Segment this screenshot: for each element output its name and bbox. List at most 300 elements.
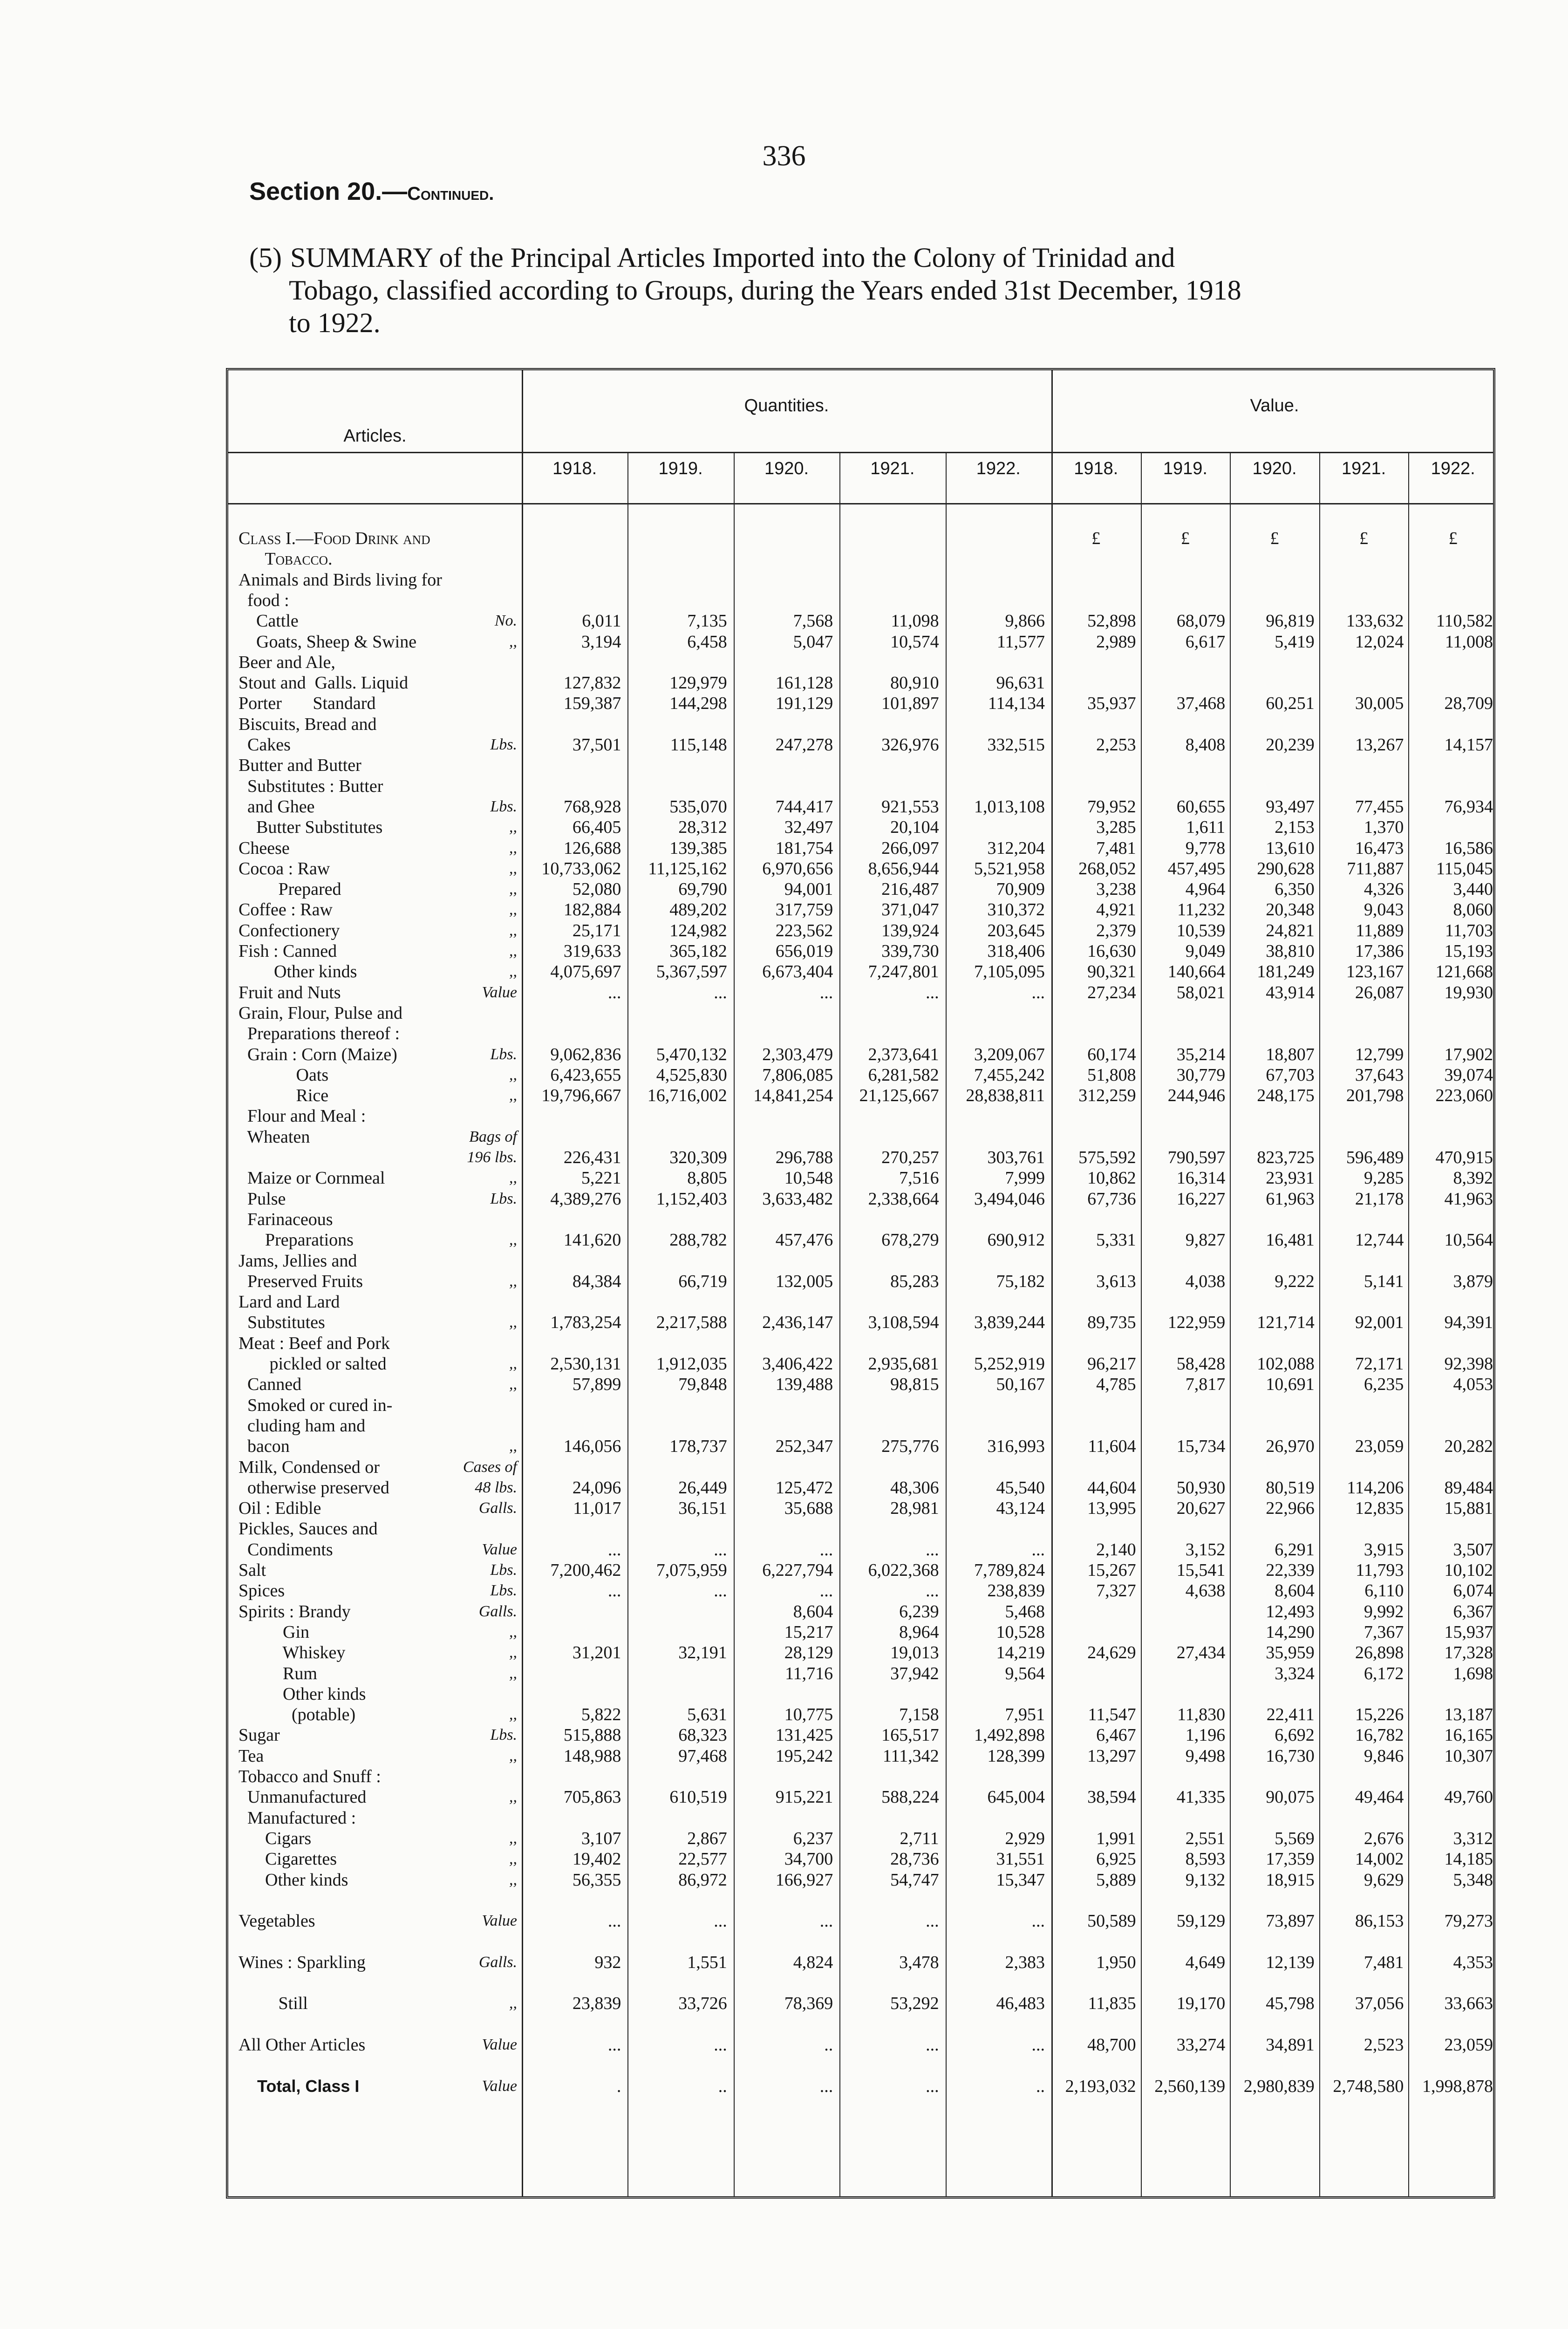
quantity-cell: 141,620 (563, 1230, 621, 1250)
unit-label: Lbs. (490, 797, 517, 815)
value-cell: 60,655 (1176, 797, 1226, 817)
quantity-cell: 3,839,244 (974, 1313, 1045, 1333)
value-cell: 13,267 (1355, 735, 1404, 755)
quantity-cell: 28,312 (678, 817, 727, 838)
articles-header: Articles. (343, 426, 407, 446)
quantity-cell: 165,517 (881, 1725, 939, 1745)
value-cell: 15,226 (1355, 1705, 1404, 1725)
value-cell: 2,193,032 (1065, 2076, 1136, 2096)
quantity-cell: 7,999 (1005, 1168, 1045, 1188)
article-label: Cattle (239, 611, 299, 631)
quantity-cell: 320,309 (669, 1148, 727, 1167)
quantity-cell: 3,494,046 (974, 1189, 1045, 1209)
value-cell: £ (1359, 529, 1369, 548)
quantity-cell: ... (607, 982, 621, 1002)
value-cell: 24,629 (1087, 1643, 1136, 1663)
value-cell: 3,613 (1096, 1271, 1136, 1291)
quantity-cell: 14,219 (996, 1643, 1045, 1663)
value-cell: 52,898 (1087, 611, 1136, 631)
quantity-cell: 4,824 (793, 1952, 833, 1972)
quantity-cell: 54,747 (890, 1870, 939, 1890)
quantity-cell: ... (1031, 982, 1045, 1002)
article-label: Tobacco. (239, 549, 333, 569)
article-label: Salt (239, 1560, 266, 1580)
article-label: Other kinds (239, 1684, 366, 1704)
year-header-val: 1919. (1163, 459, 1207, 478)
quantity-cell: 1,492,898 (974, 1725, 1045, 1745)
quantity-cell: 9,866 (1005, 611, 1045, 631)
value-cell: 35,959 (1266, 1643, 1315, 1663)
value-cell: 13,610 (1266, 838, 1315, 858)
value-cell: 22,966 (1266, 1498, 1315, 1519)
value-cell: 7,327 (1096, 1581, 1136, 1601)
quantity-cell: 50,167 (996, 1375, 1045, 1395)
quantity-cell: ... (607, 1911, 621, 1931)
quantity-cell: 10,733,062 (541, 858, 621, 878)
value-cell: 6,235 (1363, 1375, 1404, 1395)
value-cell: 86,153 (1355, 1911, 1404, 1931)
article-label: Cigars (239, 1828, 312, 1848)
value-cell: 11,604 (1088, 1437, 1136, 1457)
quantity-cell: 11,716 (785, 1663, 833, 1683)
article-label: Gin (239, 1622, 309, 1642)
unit-label: Galls. (478, 1602, 517, 1620)
quantity-cell: 226,431 (563, 1148, 621, 1167)
quantity-cell: 690,912 (987, 1230, 1045, 1250)
unit-label: ,, (509, 1829, 517, 1847)
value-cell: 26,087 (1355, 982, 1404, 1002)
article-label: otherwise preserved (239, 1478, 389, 1498)
value-cell: 4,649 (1185, 1952, 1226, 1972)
value-cell: 23,059 (1355, 1437, 1404, 1457)
quantity-cell: 2,217,588 (656, 1313, 727, 1333)
value-cell: 133,632 (1346, 611, 1404, 631)
quantity-cell: 19,796,667 (541, 1086, 621, 1106)
quantity-cell: 326,976 (881, 735, 939, 755)
value-cell: 290,628 (1257, 858, 1315, 878)
value-cell: 89,735 (1087, 1313, 1136, 1333)
value-cell: 18,807 (1266, 1044, 1315, 1064)
imports-table (226, 368, 1495, 2199)
article-label: (potable) (239, 1705, 356, 1725)
article-label: cluding ham and (239, 1416, 366, 1436)
quantity-cell: 129,979 (669, 673, 727, 693)
quantity-cell: 5,047 (793, 632, 833, 652)
value-cell: 3,152 (1185, 1539, 1226, 1559)
article-label: Rum (239, 1663, 317, 1683)
value-cell: 6,367 (1453, 1601, 1493, 1621)
value-cell: 6,617 (1185, 632, 1226, 652)
value-cell: 114,206 (1347, 1478, 1404, 1498)
value-cell: 3,507 (1453, 1539, 1493, 1559)
article-label: Lard and Lard (239, 1292, 340, 1312)
quantity-cell: 114,134 (988, 694, 1045, 714)
value-cell: £ (1270, 529, 1279, 548)
unit-label: Value (482, 983, 517, 1001)
quantity-cell: 6,281,582 (868, 1065, 939, 1085)
article-label: Farinaceous (239, 1209, 333, 1229)
quantity-cell: 6,673,404 (762, 962, 833, 982)
quantity-cell: 191,129 (775, 694, 833, 714)
article-label: Wines : Sparkling (239, 1952, 366, 1972)
quantity-cell: 128,399 (987, 1746, 1045, 1766)
article-label: Smoked or cured in- (239, 1395, 393, 1415)
value-cell: 30,779 (1176, 1065, 1226, 1085)
quantity-cell: 252,347 (775, 1437, 833, 1457)
quantity-cell: 85,283 (890, 1271, 939, 1291)
value-cell: 26,898 (1355, 1643, 1404, 1663)
quantity-cell: 131,425 (775, 1725, 833, 1745)
quantity-cell: 332,515 (987, 735, 1045, 755)
article-label: Prepared (239, 879, 341, 899)
quantity-cell: 247,278 (775, 735, 833, 755)
quantity-cell: 5,521,958 (974, 858, 1045, 878)
quantity-cell: 317,759 (775, 900, 833, 920)
value-cell: 2,253 (1096, 735, 1136, 755)
value-cell: 10,102 (1444, 1560, 1493, 1580)
value-cell: 2,551 (1185, 1828, 1226, 1848)
article-label: Beer and Ale, (239, 652, 335, 672)
quantity-cell: 80,910 (890, 673, 939, 693)
value-cell: 37,056 (1355, 1994, 1404, 2014)
value-cell: 37,468 (1176, 694, 1226, 714)
quantity-cell: 6,458 (687, 632, 727, 652)
value-cell: 6,467 (1096, 1725, 1136, 1745)
value-cell: 16,782 (1355, 1725, 1404, 1745)
quantity-cell: 15,217 (784, 1622, 833, 1642)
value-cell: 94,391 (1444, 1313, 1493, 1333)
quantity-cell: 365,182 (669, 941, 727, 961)
value-cell: 102,088 (1257, 1354, 1315, 1374)
value-cell: 90,075 (1266, 1787, 1315, 1807)
article-label: Tobacco and Snuff : (239, 1767, 381, 1786)
year-header-qty: 1922. (976, 459, 1021, 478)
quantity-cell: 6,237 (793, 1828, 833, 1848)
quantity-cell: 159,387 (563, 694, 621, 714)
value-cell: 73,897 (1266, 1911, 1315, 1931)
quantity-cell: 32,497 (784, 817, 833, 838)
quantity-cell: ... (819, 1539, 833, 1559)
quantity-cell: 1,152,403 (656, 1189, 727, 1209)
quantity-cell: 28,129 (784, 1643, 833, 1663)
value-cell: 11,232 (1177, 900, 1226, 920)
value-cell: 24,821 (1266, 920, 1315, 940)
value-cell: 5,569 (1275, 1828, 1315, 1848)
value-cell: 68,079 (1176, 611, 1226, 631)
quantity-cell: 139,488 (775, 1375, 833, 1395)
value-cell: 140,664 (1167, 962, 1226, 982)
quantity-cell: 148,988 (563, 1746, 621, 1766)
quantity-cell: 645,004 (987, 1787, 1045, 1807)
quantity-cell: ... (926, 2035, 939, 2055)
value-cell: 93,497 (1266, 797, 1315, 817)
value-cell: 3,915 (1363, 1539, 1404, 1559)
value-cell: 16,227 (1176, 1189, 1226, 1209)
value-cell: 2,523 (1363, 2035, 1404, 2055)
value-cell: 79,273 (1444, 1911, 1493, 1931)
unit-label: ,, (509, 1664, 517, 1682)
value-cell: 6,291 (1275, 1539, 1315, 1559)
value-cell: 9,049 (1185, 941, 1226, 961)
quantity-cell: ... (714, 1539, 727, 1559)
article-label: Condiments (239, 1539, 333, 1559)
quantity-cell: 1,912,035 (656, 1354, 727, 1374)
value-cell: 1,950 (1096, 1952, 1136, 1972)
unit-label: ,, (509, 1644, 517, 1662)
quantity-cell: 79,848 (678, 1375, 727, 1395)
value-cell: 9,629 (1363, 1870, 1404, 1890)
quantity-cell: 8,656,944 (868, 858, 939, 878)
quantity-cell: 181,754 (775, 838, 833, 858)
quantity-cell: 5,367,597 (656, 962, 727, 982)
article-label: Cigarettes (239, 1849, 337, 1869)
quantity-cell: 588,224 (881, 1787, 939, 1807)
year-header-val: 1918. (1074, 459, 1118, 478)
quantity-cell: 5,470,132 (656, 1044, 727, 1064)
value-cell: 5,889 (1096, 1870, 1136, 1890)
article-label: Porter Standard (239, 694, 376, 714)
quantity-cell: . (616, 2076, 621, 2096)
quantity-cell: 66,719 (678, 1271, 727, 1291)
value-cell: 10,307 (1444, 1746, 1493, 1766)
value-cell: 17,902 (1444, 1044, 1493, 1064)
value-cell: 268,052 (1078, 858, 1136, 878)
quantity-cell: 70,909 (996, 879, 1045, 899)
value-cell: 76,934 (1444, 797, 1493, 817)
value-cell: 67,736 (1087, 1189, 1136, 1209)
year-header-qty: 1919. (658, 459, 703, 478)
article-label: Confectionery (239, 920, 340, 940)
value-cell: 711,887 (1347, 858, 1404, 878)
quantity-cell: 166,927 (775, 1870, 833, 1890)
article-label: Butter Substitutes (239, 817, 383, 838)
quantity-cell: 6,970,656 (762, 858, 833, 878)
quantity-cell: ... (819, 1911, 833, 1931)
article-label: Total, Class I (239, 2076, 360, 2096)
quantity-cell: 161,128 (775, 673, 833, 693)
article-label: Oil : Edible (239, 1498, 321, 1519)
quantity-cell: 5,221 (581, 1168, 621, 1188)
value-cell: 77,455 (1355, 797, 1404, 817)
value-cell: 11,830 (1177, 1705, 1226, 1725)
quantity-cell: 3,108,594 (868, 1313, 939, 1333)
value-cell: 14,157 (1444, 735, 1493, 755)
value-cell: 58,428 (1176, 1354, 1226, 1374)
quantity-cell: ... (1031, 2035, 1045, 2055)
value-cell: 27,234 (1087, 982, 1136, 1002)
quantity-cell: 16,716,002 (647, 1086, 727, 1106)
value-cell: 122,959 (1167, 1313, 1226, 1333)
quantity-cell: ... (926, 1581, 939, 1601)
value-cell: 10,564 (1444, 1230, 1493, 1250)
unit-label: ,, (509, 1087, 517, 1104)
quantity-cell: 10,574 (890, 632, 939, 652)
value-cell: 58,021 (1176, 982, 1226, 1002)
value-cell: 48,700 (1087, 2035, 1136, 2055)
unit-label: Value (482, 1540, 517, 1558)
value-cell: 312,259 (1078, 1086, 1136, 1106)
value-cell: 6,172 (1363, 1663, 1404, 1683)
quantity-cell: 52,080 (572, 879, 621, 899)
article-label: Flour and Meal : (239, 1106, 366, 1126)
quantity-cell: 34,700 (784, 1849, 833, 1869)
value-cell: 201,798 (1346, 1086, 1404, 1106)
quantity-cell: 3,209,067 (974, 1044, 1045, 1064)
value-cell: 14,290 (1266, 1622, 1315, 1642)
unit-label: 48 lbs. (475, 1478, 517, 1496)
quantity-cell: 2,929 (1005, 1828, 1045, 1848)
value-cell: 2,379 (1096, 920, 1136, 940)
quantity-cell: 7,200,462 (550, 1560, 621, 1580)
value-cell: 9,827 (1185, 1230, 1226, 1250)
value-cell: 2,153 (1275, 817, 1315, 838)
year-header-qty: 1918. (552, 459, 597, 478)
quantity-cell: 316,993 (987, 1437, 1045, 1457)
value-cell: 12,799 (1355, 1044, 1404, 1064)
quantity-cell: 22,577 (678, 1849, 727, 1869)
value-cell: 115,045 (1436, 858, 1493, 878)
value-cell: 16,481 (1266, 1230, 1315, 1250)
article-label: Substitutes (239, 1313, 325, 1333)
quantity-cell: 8,805 (687, 1168, 727, 1188)
unit-label: Lbs. (490, 1561, 517, 1579)
value-cell: 12,493 (1266, 1601, 1315, 1621)
value-cell: 12,835 (1355, 1498, 1404, 1519)
value-cell: 5,331 (1096, 1230, 1136, 1250)
value-cell: 11,793 (1356, 1560, 1404, 1580)
quantity-cell: 124,982 (669, 920, 727, 940)
article-label: Wheaten (239, 1127, 310, 1147)
value-cell: 10,691 (1266, 1375, 1315, 1395)
value-cell: 2,989 (1096, 632, 1136, 652)
value-cell: 9,043 (1363, 900, 1404, 920)
article-label: Grain : Corn (Maize) (239, 1044, 397, 1064)
summary-line-2: Tobago, classified according to Groups, during the Years ended 31st December, 1918 (289, 275, 1241, 306)
quantity-cell: 2,383 (1005, 1952, 1045, 1972)
article-label: Unmanufactured (239, 1787, 367, 1807)
unit-label: ,, (509, 1706, 517, 1723)
quantity-cell: 339,730 (881, 941, 939, 961)
unit-label: ,, (509, 942, 517, 960)
unit-label: ,, (509, 901, 517, 919)
value-cell: 11,008 (1445, 632, 1493, 652)
value-cell: 8,593 (1185, 1849, 1226, 1869)
value-cell: 3,324 (1275, 1663, 1315, 1683)
quantity-cell: 115,148 (670, 735, 727, 755)
quantity-cell: 126,688 (563, 838, 621, 858)
quantity-cell: 932 (594, 1952, 621, 1972)
value-cell: 4,964 (1185, 879, 1226, 899)
value-cell: 38,594 (1087, 1787, 1136, 1807)
value-cell: 72,171 (1355, 1354, 1404, 1374)
value-cell: 1,196 (1185, 1725, 1226, 1745)
value-cell: 9,222 (1275, 1271, 1315, 1291)
value-cell: 11,547 (1088, 1705, 1136, 1725)
quantity-cell: ... (714, 982, 727, 1002)
unit-label: ,, (509, 1871, 517, 1888)
quantity-cell: 11,017 (573, 1498, 621, 1519)
value-cell: 51,808 (1087, 1065, 1136, 1085)
quantity-cell: 7,951 (1005, 1705, 1045, 1725)
quantity-cell: 266,097 (881, 838, 939, 858)
value-cell: 38,810 (1266, 941, 1315, 961)
quantity-cell: 3,194 (581, 632, 621, 652)
quantity-cell: 195,242 (775, 1746, 833, 1766)
value-cell: 4,326 (1363, 879, 1404, 899)
year-header-val: 1922. (1431, 459, 1475, 478)
value-cell: 14,185 (1444, 1849, 1493, 1869)
value-cell: 6,350 (1275, 879, 1315, 899)
article-label: Meat : Beef and Pork (239, 1333, 390, 1353)
quantity-cell: 310,372 (987, 900, 1045, 920)
quantity-cell: 68,323 (678, 1725, 727, 1745)
quantity-cell: 744,417 (775, 797, 833, 817)
quantity-cell: 296,788 (775, 1148, 833, 1167)
value-cell: 34,891 (1266, 2035, 1315, 2055)
quantity-cell: 2,867 (687, 1828, 727, 1848)
quantity-cell: 8,604 (793, 1601, 833, 1621)
value-cell: 4,921 (1096, 900, 1136, 920)
value-cell: 8,408 (1185, 735, 1226, 755)
quantity-cell: 56,355 (572, 1870, 621, 1890)
value-cell: 2,748,580 (1333, 2076, 1404, 2096)
quantity-cell: 489,202 (669, 900, 727, 920)
unit-label: Galls. (478, 1499, 517, 1517)
value-cell: 30,005 (1355, 694, 1404, 714)
quantity-cell: 37,942 (890, 1663, 939, 1683)
value-cell: 181,249 (1257, 962, 1315, 982)
year-header-val: 1920. (1252, 459, 1297, 478)
article-label: Oats (239, 1065, 329, 1085)
value-cell: 26,970 (1266, 1437, 1315, 1457)
value-cell: 13,995 (1087, 1498, 1136, 1519)
unit-label: ,, (509, 1850, 517, 1868)
value-cell: 39,074 (1444, 1065, 1493, 1085)
value-cell: 3,440 (1453, 879, 1493, 899)
unit-label: Value (482, 2077, 517, 2095)
value-cell: 18,915 (1266, 1870, 1315, 1890)
value-cell: 11,835 (1088, 1994, 1136, 2014)
quantity-cell: 238,839 (987, 1581, 1045, 1601)
unit-label: Lbs. (490, 1582, 517, 1600)
value-cell: 9,846 (1363, 1746, 1404, 1766)
value-cell: 3,285 (1096, 817, 1136, 838)
quantity-cell: ... (714, 2035, 727, 2055)
quantity-cell: 7,135 (687, 611, 727, 631)
quantity-cell: 48,306 (890, 1478, 939, 1498)
value-cell: £ (1091, 529, 1101, 548)
value-cell: 43,914 (1266, 982, 1315, 1002)
value-cell: 15,734 (1176, 1437, 1226, 1457)
article-label: Coffee : Raw (239, 900, 333, 920)
section-continued: Continued. (407, 184, 494, 204)
value-cell: 19,170 (1176, 1994, 1226, 2014)
value-cell: 49,760 (1444, 1787, 1493, 1807)
unit-label: ,, (509, 839, 517, 857)
article-label: Still (239, 1994, 308, 2014)
value-cell: 44,604 (1087, 1478, 1136, 1498)
value-cell: 12,139 (1266, 1952, 1315, 1972)
summary-title (249, 241, 1479, 339)
value-cell: 248,175 (1257, 1086, 1315, 1106)
quantity-cell: 20,104 (890, 817, 939, 838)
quantity-cell: 139,924 (881, 920, 939, 940)
quantity-cell: ... (714, 1911, 727, 1931)
quantity-cell: 457,476 (775, 1230, 833, 1250)
value-cell: 12,744 (1355, 1230, 1404, 1250)
quantity-cell: .. (718, 2076, 727, 2096)
value-cell: 121,714 (1257, 1313, 1315, 1333)
